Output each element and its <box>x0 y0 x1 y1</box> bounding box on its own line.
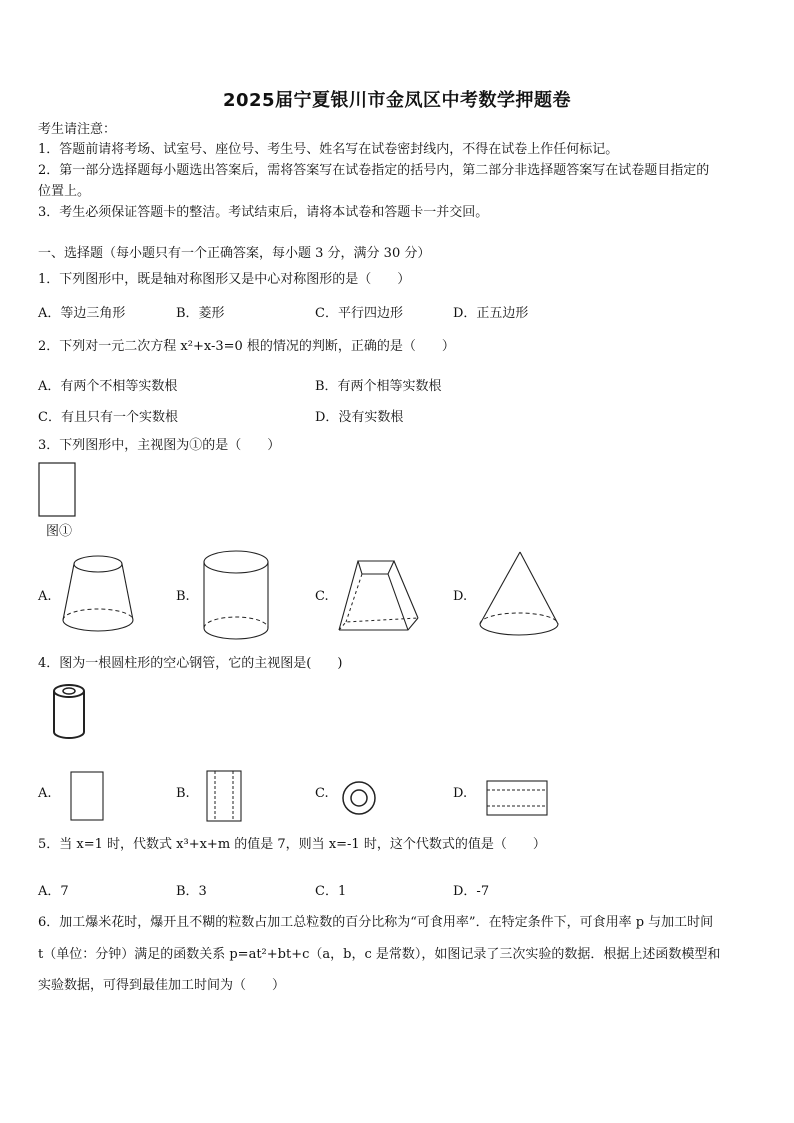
q2-option-d[interactable]: D．没有实数根 <box>315 410 404 425</box>
q4-hollow-pipe-figure <box>50 682 90 742</box>
q2-option-c[interactable]: C．有且只有一个实数根 <box>38 410 178 425</box>
q3-stem: 3．下列图形中，主视图为①的是（ ） <box>38 438 281 453</box>
q6-stem-line-1: 6．加工爆米花时，爆开且不糊的粒数占加工总粒数的百分比称为“可食用率”．在特定条件下，可食用率 p 与加工时间 <box>38 915 714 930</box>
q3-option-a-label[interactable]: A. <box>38 589 52 604</box>
q5-option-d[interactable]: D．-7 <box>453 884 490 899</box>
section-heading: 一、选择题（每小题只有一个正确答案，每小题 3 分，满分 30 分） <box>38 246 431 261</box>
q4-option-a-rectangle-figure[interactable] <box>70 771 106 823</box>
notice-item-2: 2．第一部分选择题每小题选出答案后，需将答案写在试卷指定的括号内，第二部分非选择题答案写在试卷题目指定的 <box>38 163 710 178</box>
q3-reference-figure <box>38 462 78 518</box>
notice-item-1: 1．答题前请将考场、试室号、座位号、考生号、姓名写在试卷密封线内，不得在试卷上作任何标记。 <box>38 142 619 157</box>
q5-option-b[interactable]: B．3 <box>176 884 207 899</box>
q6-stem-line-3: 实验数据，可得到最佳加工时间为（ ） <box>38 978 286 993</box>
q4-option-a-label[interactable]: A. <box>38 786 52 801</box>
q5-option-a[interactable]: A．7 <box>38 884 69 899</box>
q1-stem: 1．下列图形中，既是轴对称图形又是中心对称图形的是（ ） <box>38 272 411 287</box>
q4-option-c-label[interactable]: C. <box>315 786 329 801</box>
notice-item-2-cont: 位置上。 <box>38 184 91 199</box>
q3-option-d-cone-figure[interactable] <box>478 550 562 640</box>
q3-option-c-label[interactable]: C. <box>315 589 329 604</box>
q2-stem: 2．下列对一元二次方程 x²+x-3=0 根的情况的判断，正确的是（ ） <box>38 339 455 354</box>
q6-stem-line-2: t（单位：分钟）满足的函数关系 p=at²+bt+c（a，b，c 是常数），如图记录了三次实验的数据．根据上述函数模型和 <box>38 947 721 962</box>
notice-item-3: 3．考生必须保证答题卡的整洁。考试结束后，请将本试卷和答题卡一并交回。 <box>38 205 489 220</box>
q4-option-c-rings-figure[interactable] <box>340 778 380 818</box>
q3-figure-caption: 图① <box>46 524 73 539</box>
q5-stem: 5．当 x=1 时，代数式 x³+x+m 的值是 7，则当 x=-1 时，这个代数式的值是（ ） <box>38 837 546 852</box>
q2-option-a[interactable]: A．有两个不相等实数根 <box>38 379 178 394</box>
q4-option-d-horizontal-dashed-rectangle-figure[interactable] <box>486 780 550 818</box>
q1-option-a[interactable]: A．等边三角形 <box>38 306 126 321</box>
q1-option-b[interactable]: B．菱形 <box>176 306 225 321</box>
q3-option-d-label[interactable]: D. <box>453 589 468 604</box>
q3-option-c-prism-frustum-figure[interactable] <box>336 556 428 636</box>
q3-option-b-cylinder-figure[interactable] <box>200 548 272 642</box>
q4-option-b-dashed-rectangle-figure[interactable] <box>206 770 244 824</box>
q1-option-d[interactable]: D．正五边形 <box>453 306 529 321</box>
notice-heading: 考生请注意： <box>38 122 117 137</box>
q1-option-c[interactable]: C．平行四边形 <box>315 306 403 321</box>
q4-stem: 4．图为一根圆柱形的空心钢管，它的主视图是( ) <box>38 656 343 671</box>
q5-option-c[interactable]: C．1 <box>315 884 347 899</box>
q3-option-a-frustum-figure[interactable] <box>60 554 140 638</box>
q3-option-b-label[interactable]: B. <box>176 589 190 604</box>
q4-option-b-label[interactable]: B. <box>176 786 190 801</box>
q4-option-d-label[interactable]: D. <box>453 786 468 801</box>
q2-option-b[interactable]: B．有两个相等实数根 <box>315 379 442 394</box>
page-title: 2025届宁夏银川市金凤区中考数学押题卷 <box>222 90 572 111</box>
